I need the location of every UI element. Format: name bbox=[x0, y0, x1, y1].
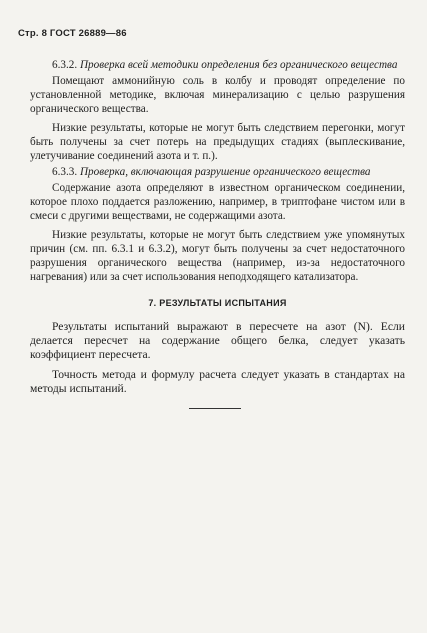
section-title: Проверка всей методики определения без органического вещества bbox=[79, 59, 398, 71]
end-divider-line bbox=[189, 408, 241, 409]
document-body bbox=[30, 58, 405, 401]
page-header: Стр. 8 ГОСТ 26889—86 bbox=[18, 28, 127, 39]
paragraph-low-results-distillation: Низкие результаты, которые не могут быть следствием перегонки, могут быть получены за счет потерь на предыдущих стадиях (выплескивание, улетучивание соединений азота и т. п.). bbox=[30, 122, 405, 162]
paragraph-results-expression: Результаты испытаний выражают в пересчете на азот (N). Если делается пересчет на содержание общего белка, следует указать коэффициент пересчета. bbox=[30, 320, 405, 362]
section-title: Проверка, включающая разрушение органического вещества bbox=[79, 166, 371, 178]
section-number: 6.3.3. bbox=[52, 166, 78, 178]
section-6-3-2-heading bbox=[30, 58, 405, 72]
paragraph-low-results-destruction: Низкие результаты, которые не могут быть следствием уже упомянутых причин (см. пп. 6.3.1 и 6.3.2), могут быть получены за счет недостаточного разрушения органического вещества (например, из-за недостаточного нагревания) или за счет использования неподходящего катализатора. bbox=[30, 229, 405, 283]
paragraph-method-accuracy: Точность метода и формулу расчета следует указать в стандартах на методы испытаний. bbox=[30, 367, 405, 395]
paragraph-nitrogen-content: Содержание азота определяют в известном органическом соединении, которое плохо поддается разложению, например, в триптофане чистом или в смеси с другими веществами, не содержащими азота. bbox=[30, 182, 405, 222]
section-6-3-3-heading bbox=[30, 165, 405, 179]
section-7-title: 7. РЕЗУЛЬТАТЫ ИСПЫТАНИЯ bbox=[148, 298, 287, 308]
paragraph-ammonium-salt: Помещают аммонийную соль в колбу и проводят определение по установленной методике, включая минерализацию с целью разрушения органического вещества. bbox=[30, 75, 405, 115]
section-number: 6.3.2. bbox=[52, 59, 78, 71]
